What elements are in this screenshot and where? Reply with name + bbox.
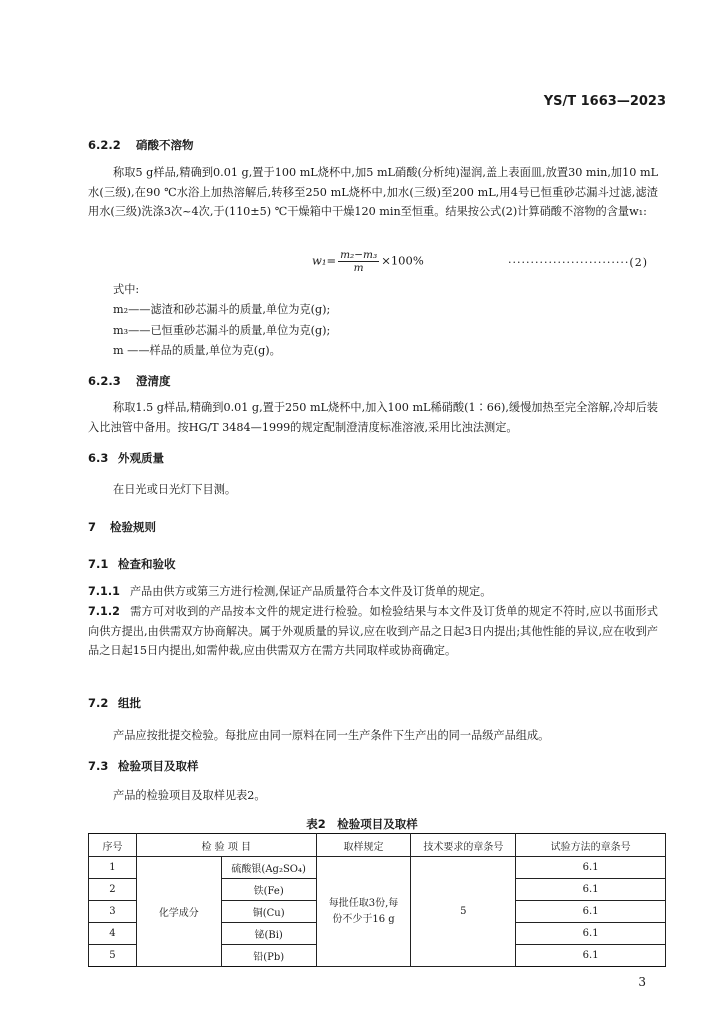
section-number: 6.2.3 <box>88 374 121 388</box>
equation-number: ···························(2) <box>508 256 648 269</box>
section-title: 澄清度 <box>136 374 171 388</box>
where-label: 式中: <box>113 283 140 296</box>
formula-lhs: w₁= <box>312 253 337 268</box>
variable-m: m ——样品的质量,单位为克(g)。 <box>113 344 281 357</box>
formula-2 <box>312 249 424 274</box>
clause-text: 需方可对收到的产品按本文件的规定进行检验。如检验结果与本文件及订货单的规定不符时,应以书面形式向供方提出,由供需双方协商解决。属于外观质量的异议,应在收到产品之日起3日内提出;其他性能的异议,应在收到产品之日起15日内提出,如需仲裁,应由供需双方在需方共同取样或协商确定。 <box>88 605 658 657</box>
cell-item: 铅(Pb) <box>221 945 316 967</box>
section-number: 6.2.2 <box>88 138 121 152</box>
heading-6-3 <box>88 450 164 466</box>
section-title: 硝酸不溶物 <box>136 138 194 152</box>
paragraph-7-3: 产品的检验项目及取样见表2。 <box>113 789 266 802</box>
cell-method: 6.1 <box>516 923 666 945</box>
cell-sampling: 每批任取3份,每份不少于16 g <box>316 857 411 967</box>
variable-m3: m₃——已恒重砂芯漏斗的质量,单位为克(g); <box>113 324 331 337</box>
header-item: 检 验 项 目 <box>136 834 316 857</box>
paragraph-6-3: 在日光或日光灯下目测。 <box>113 483 237 496</box>
cell-item: 铜(Cu) <box>221 901 316 923</box>
table-caption: 表2 检验项目及取样 <box>306 817 418 831</box>
heading-7-1 <box>88 556 176 572</box>
cell-no: 1 <box>89 857 137 879</box>
heading-7 <box>88 519 156 535</box>
formula-denominator: m <box>353 262 364 274</box>
cell-item: 硫酸银(Ag₂SO₄) <box>221 857 316 879</box>
section-number: 7 <box>88 520 97 534</box>
paragraph-7-1-2 <box>88 602 658 661</box>
cell-clause: 5 <box>411 857 516 967</box>
paragraph-6-2-3: 称取1.5 g样品,精确到0.01 g,置于250 mL烧杯中,加入100 mL稀硝酸(1∶66),缓慢加热至完全溶解,冷却后装入比浊管中备用。按HG/T 3484—1999的规定配制澄清度标准溶液,采用比浊法测定。 <box>88 401 658 434</box>
formula-numerator: m₂−m₃ <box>340 249 378 261</box>
header-sampling: 取样规定 <box>316 834 411 857</box>
cell-method: 6.1 <box>516 945 666 967</box>
cell-category: 化学成分 <box>136 857 221 967</box>
heading-6-2-3 <box>88 373 171 389</box>
clause-number: 7.1.2 <box>88 605 120 618</box>
variable-m2: m₂——滤渣和砂芯漏斗的质量,单位为克(g); <box>113 303 331 316</box>
section-title: 外观质量 <box>118 451 164 465</box>
cell-no: 2 <box>89 879 137 901</box>
section-title: 检查和验收 <box>118 557 176 571</box>
heading-7-3 <box>88 758 199 774</box>
cell-item: 铋(Bi) <box>221 923 316 945</box>
section-title: 检验规则 <box>110 520 156 534</box>
section-number: 7.3 <box>88 759 109 773</box>
header-method: 试验方法的章条号 <box>516 834 666 857</box>
cell-item: 铁(Fe) <box>221 879 316 901</box>
paragraph-7-2: 产品应按批提交检验。每批应由同一原料在同一生产条件下生产出的同一品级产品组成。 <box>113 729 550 742</box>
inspection-table <box>88 833 666 967</box>
paragraph-6-2-2: 称取5 g样品,精确到0.01 g,置于100 mL烧杯中,加5 mL硝酸(分析纯)湿润,盖上表面皿,放置30 min,加10 mL水(三级),在90 ℃水浴上加热溶解后,转移至250 mL烧杯中,加水(三级)至200 mL,用4号已恒重砂芯漏斗过滤,滤渣用水(三级)洗涤3次~4次,于(110±5) ℃干燥箱中干燥120 min至恒重。结果按公式(2)计算硝酸不溶物的含量w₁: <box>88 166 658 218</box>
page-number: 3 <box>638 975 646 989</box>
header-no: 序号 <box>89 834 137 857</box>
clause-number: 7.1.1 <box>88 585 120 598</box>
heading-7-2 <box>88 695 141 711</box>
formula-rhs: ×100% <box>381 253 424 268</box>
paragraph-7-1-1 <box>88 582 658 602</box>
cell-no: 5 <box>89 945 137 967</box>
section-number: 7.2 <box>88 696 109 710</box>
cell-method: 6.1 <box>516 901 666 923</box>
section-title: 检验项目及取样 <box>118 759 199 773</box>
formula-fraction <box>338 249 379 274</box>
table-header-row <box>89 834 666 857</box>
section-number: 7.1 <box>88 557 109 571</box>
section-number: 6.3 <box>88 451 109 465</box>
cell-no: 4 <box>89 923 137 945</box>
table-row <box>89 857 666 879</box>
header-clause: 技术要求的章条号 <box>411 834 516 857</box>
standard-number: YS/T 1663—2023 <box>543 94 666 109</box>
clause-text: 产品由供方或第三方进行检测,保证产品质量符合本文件及订货单的规定。 <box>129 585 492 598</box>
section-title: 组批 <box>118 696 141 710</box>
cell-method: 6.1 <box>516 879 666 901</box>
heading-6-2-2 <box>88 137 194 153</box>
cell-no: 3 <box>89 901 137 923</box>
cell-method: 6.1 <box>516 857 666 879</box>
